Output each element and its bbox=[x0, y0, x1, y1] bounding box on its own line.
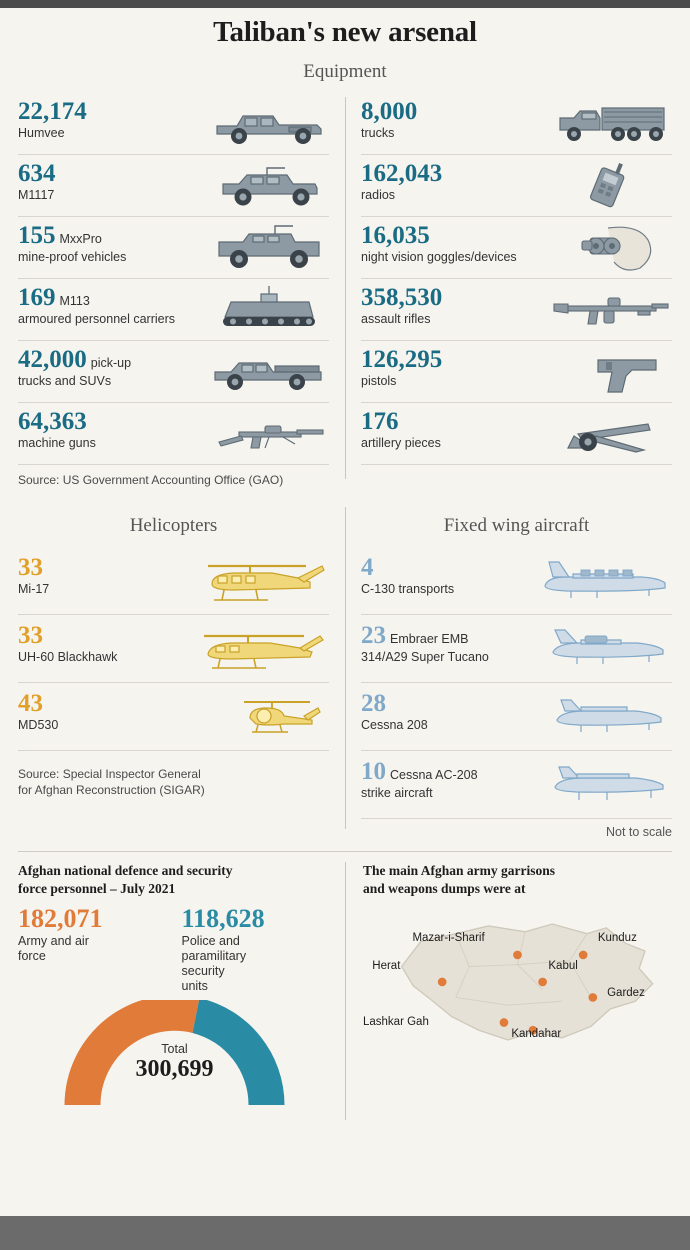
map-panel bbox=[345, 862, 672, 1120]
donut-center-label bbox=[18, 1042, 331, 1083]
total-value: 300,699 bbox=[135, 1056, 214, 1083]
helicopter-item bbox=[18, 547, 329, 615]
aircraft-item bbox=[361, 615, 672, 683]
map-label-lashkar-gah: Lashkar Gah bbox=[363, 1015, 429, 1028]
personnel-heading-line1: Afghan national defence and security bbox=[18, 863, 233, 878]
aircraft-label: strike aircraft bbox=[361, 786, 433, 801]
column-divider bbox=[345, 97, 346, 479]
tucano-icon bbox=[537, 624, 672, 678]
army-label bbox=[18, 934, 168, 964]
equipment-item bbox=[361, 155, 672, 217]
aircraft-label: 314/A29 Super Tucano bbox=[361, 650, 489, 665]
pickup-icon bbox=[209, 346, 329, 398]
helicopter-label: Mi-17 bbox=[18, 582, 50, 597]
police-label-line3: security bbox=[181, 964, 225, 979]
map-label-mazar-i-sharif: Mazar-i-Sharif bbox=[412, 931, 485, 944]
mi17-helicopter-icon bbox=[194, 556, 329, 610]
police-label-line4: units bbox=[181, 979, 208, 994]
aircraft-unit: Embraer EMB bbox=[390, 632, 469, 646]
equipment-label: pistols bbox=[361, 374, 397, 389]
police-label-line2: paramilitary bbox=[181, 949, 247, 964]
armoured-car-icon bbox=[209, 160, 329, 212]
helicopters-column bbox=[18, 503, 345, 839]
aircraft-item bbox=[361, 547, 672, 615]
equipment-label: Humvee bbox=[18, 126, 65, 141]
equipment-unit: pick-up bbox=[90, 356, 132, 370]
total-label: Total bbox=[161, 1042, 188, 1057]
equipment-unit: M113 bbox=[59, 294, 90, 308]
c130-icon bbox=[537, 556, 672, 610]
truck-icon bbox=[552, 98, 672, 150]
police-label bbox=[182, 934, 332, 994]
helicopter-item bbox=[18, 683, 329, 751]
equipment-value: 8,000 bbox=[361, 98, 418, 125]
not-to-scale-note: Not to scale bbox=[605, 825, 672, 839]
equipment-value: 126,295 bbox=[361, 346, 443, 373]
equipment-section-heading: Equipment bbox=[303, 61, 387, 82]
map-label-kandahar: Kandahar bbox=[511, 1027, 562, 1040]
fixed-wing-heading: Fixed wing aircraft bbox=[443, 515, 590, 536]
equipment-label: mine-proof vehicles bbox=[18, 250, 127, 265]
aircraft-value: 28 bbox=[361, 690, 386, 717]
equipment-label: armoured personnel carriers bbox=[18, 312, 176, 327]
aircraft-label: C-130 transports bbox=[361, 582, 455, 597]
helicopter-value: 33 bbox=[18, 554, 43, 581]
map-label-kabul: Kabul bbox=[548, 960, 578, 973]
column-divider bbox=[345, 862, 346, 1120]
aircraft-value: 23 bbox=[361, 622, 386, 649]
afghanistan-map bbox=[363, 906, 672, 1056]
personnel-heading bbox=[18, 862, 331, 898]
md530-helicopter-icon bbox=[194, 692, 329, 746]
map-label-kunduz: Kunduz bbox=[597, 931, 637, 944]
police-legend bbox=[182, 906, 332, 994]
equipment-label: M1117 bbox=[18, 188, 55, 203]
aircraft-label: Cessna 208 bbox=[361, 718, 428, 733]
pistol-icon bbox=[552, 346, 672, 398]
bottom-columns bbox=[18, 862, 672, 1120]
equipment-item bbox=[361, 217, 672, 279]
blackhawk-helicopter-icon bbox=[194, 624, 329, 678]
equipment-value: 64,363 bbox=[18, 408, 87, 435]
aircraft-item bbox=[361, 683, 672, 751]
equipment-value: 176 bbox=[361, 408, 399, 435]
radio-icon bbox=[552, 160, 672, 212]
artillery-icon bbox=[552, 408, 672, 460]
map-label-gardez: Gardez bbox=[607, 987, 645, 1000]
equipment-value: 358,530 bbox=[361, 284, 443, 311]
equipment-label: night vision goggles/devices bbox=[361, 250, 517, 265]
equipment-item bbox=[18, 155, 329, 217]
helicopters-heading: Helicopters bbox=[129, 515, 218, 536]
equipment-value: 169 bbox=[18, 284, 56, 311]
equipment-item bbox=[361, 403, 672, 465]
cessna208-icon bbox=[537, 692, 672, 746]
equipment-item bbox=[18, 93, 329, 155]
map-heading bbox=[363, 862, 672, 898]
map-label-herat: Herat bbox=[372, 960, 401, 973]
night-vision-icon bbox=[552, 222, 672, 274]
equipment-columns bbox=[18, 93, 672, 489]
map-heading-line2: and weapons dumps were at bbox=[363, 881, 526, 897]
equipment-label: assault rifles bbox=[361, 312, 431, 327]
equipment-value: 22,174 bbox=[18, 98, 87, 125]
equipment-label: machine guns bbox=[18, 436, 96, 451]
equipment-item bbox=[361, 93, 672, 155]
fixed-wing-column bbox=[345, 503, 672, 839]
apc-icon bbox=[209, 284, 329, 336]
top-bar bbox=[0, 0, 690, 8]
equipment-item bbox=[361, 279, 672, 341]
police-value: 118,628 bbox=[181, 904, 265, 934]
equipment-value: 42,000 bbox=[18, 346, 87, 373]
helicopter-value: 33 bbox=[18, 622, 43, 649]
helicopter-source-line1: Source: Special Inspector General bbox=[18, 767, 201, 781]
equipment-right-column bbox=[345, 93, 672, 489]
bottom-bar bbox=[0, 1216, 690, 1250]
equipment-item bbox=[18, 403, 329, 465]
aircraft-columns bbox=[18, 503, 672, 839]
helicopter-label: UH-60 Blackhawk bbox=[18, 650, 118, 665]
map-heading-line1: The main Afghan army garrisons bbox=[363, 863, 556, 878]
helicopter-label: MD530 bbox=[18, 718, 59, 733]
equipment-value: 16,035 bbox=[361, 222, 430, 249]
mrap-icon bbox=[209, 222, 329, 274]
helicopter-source-line2: for Afghan Reconstruction (SIGAR) bbox=[18, 783, 205, 797]
humvee-icon bbox=[209, 98, 329, 150]
army-legend bbox=[18, 906, 168, 994]
equipment-label: trucks bbox=[361, 126, 395, 141]
cessna-ac208-icon bbox=[537, 760, 672, 814]
helicopter-value: 43 bbox=[18, 690, 43, 717]
section-divider bbox=[18, 851, 672, 852]
column-divider bbox=[345, 507, 346, 829]
equipment-item bbox=[18, 279, 329, 341]
machine-gun-icon bbox=[209, 408, 329, 460]
equipment-item bbox=[18, 217, 329, 279]
personnel-panel bbox=[18, 862, 345, 1120]
assault-rifle-icon bbox=[552, 284, 672, 336]
army-label-line1: Army and air bbox=[18, 934, 89, 949]
police-label-line1: Police and bbox=[181, 934, 240, 949]
personnel-heading-line2: force personnel – July 2021 bbox=[18, 881, 176, 897]
equipment-value: 634 bbox=[18, 160, 56, 187]
personnel-donut-chart bbox=[18, 1000, 331, 1120]
army-label-line2: force bbox=[18, 949, 46, 964]
personnel-legend bbox=[18, 906, 331, 994]
page-title: Taliban's new arsenal bbox=[213, 16, 477, 48]
equipment-label: artillery pieces bbox=[361, 436, 441, 451]
helicopter-item bbox=[18, 615, 329, 683]
equipment-source: Source: US Government Accounting Office (GAO) bbox=[18, 473, 284, 487]
army-value: 182,071 bbox=[18, 904, 103, 934]
aircraft-item bbox=[361, 751, 672, 819]
infographic-page bbox=[0, 16, 690, 1120]
equipment-item bbox=[18, 341, 329, 403]
equipment-value: 162,043 bbox=[361, 160, 443, 187]
aircraft-unit: Cessna AC-208 bbox=[390, 768, 478, 782]
equipment-item bbox=[361, 341, 672, 403]
equipment-left-column bbox=[18, 93, 345, 489]
equipment-unit: MxxPro bbox=[59, 232, 102, 246]
equipment-value: 155 bbox=[18, 222, 56, 249]
aircraft-value: 4 bbox=[361, 554, 374, 581]
aircraft-value: 10 bbox=[361, 758, 386, 785]
equipment-label: trucks and SUVs bbox=[18, 374, 112, 389]
equipment-label: radios bbox=[361, 188, 396, 203]
